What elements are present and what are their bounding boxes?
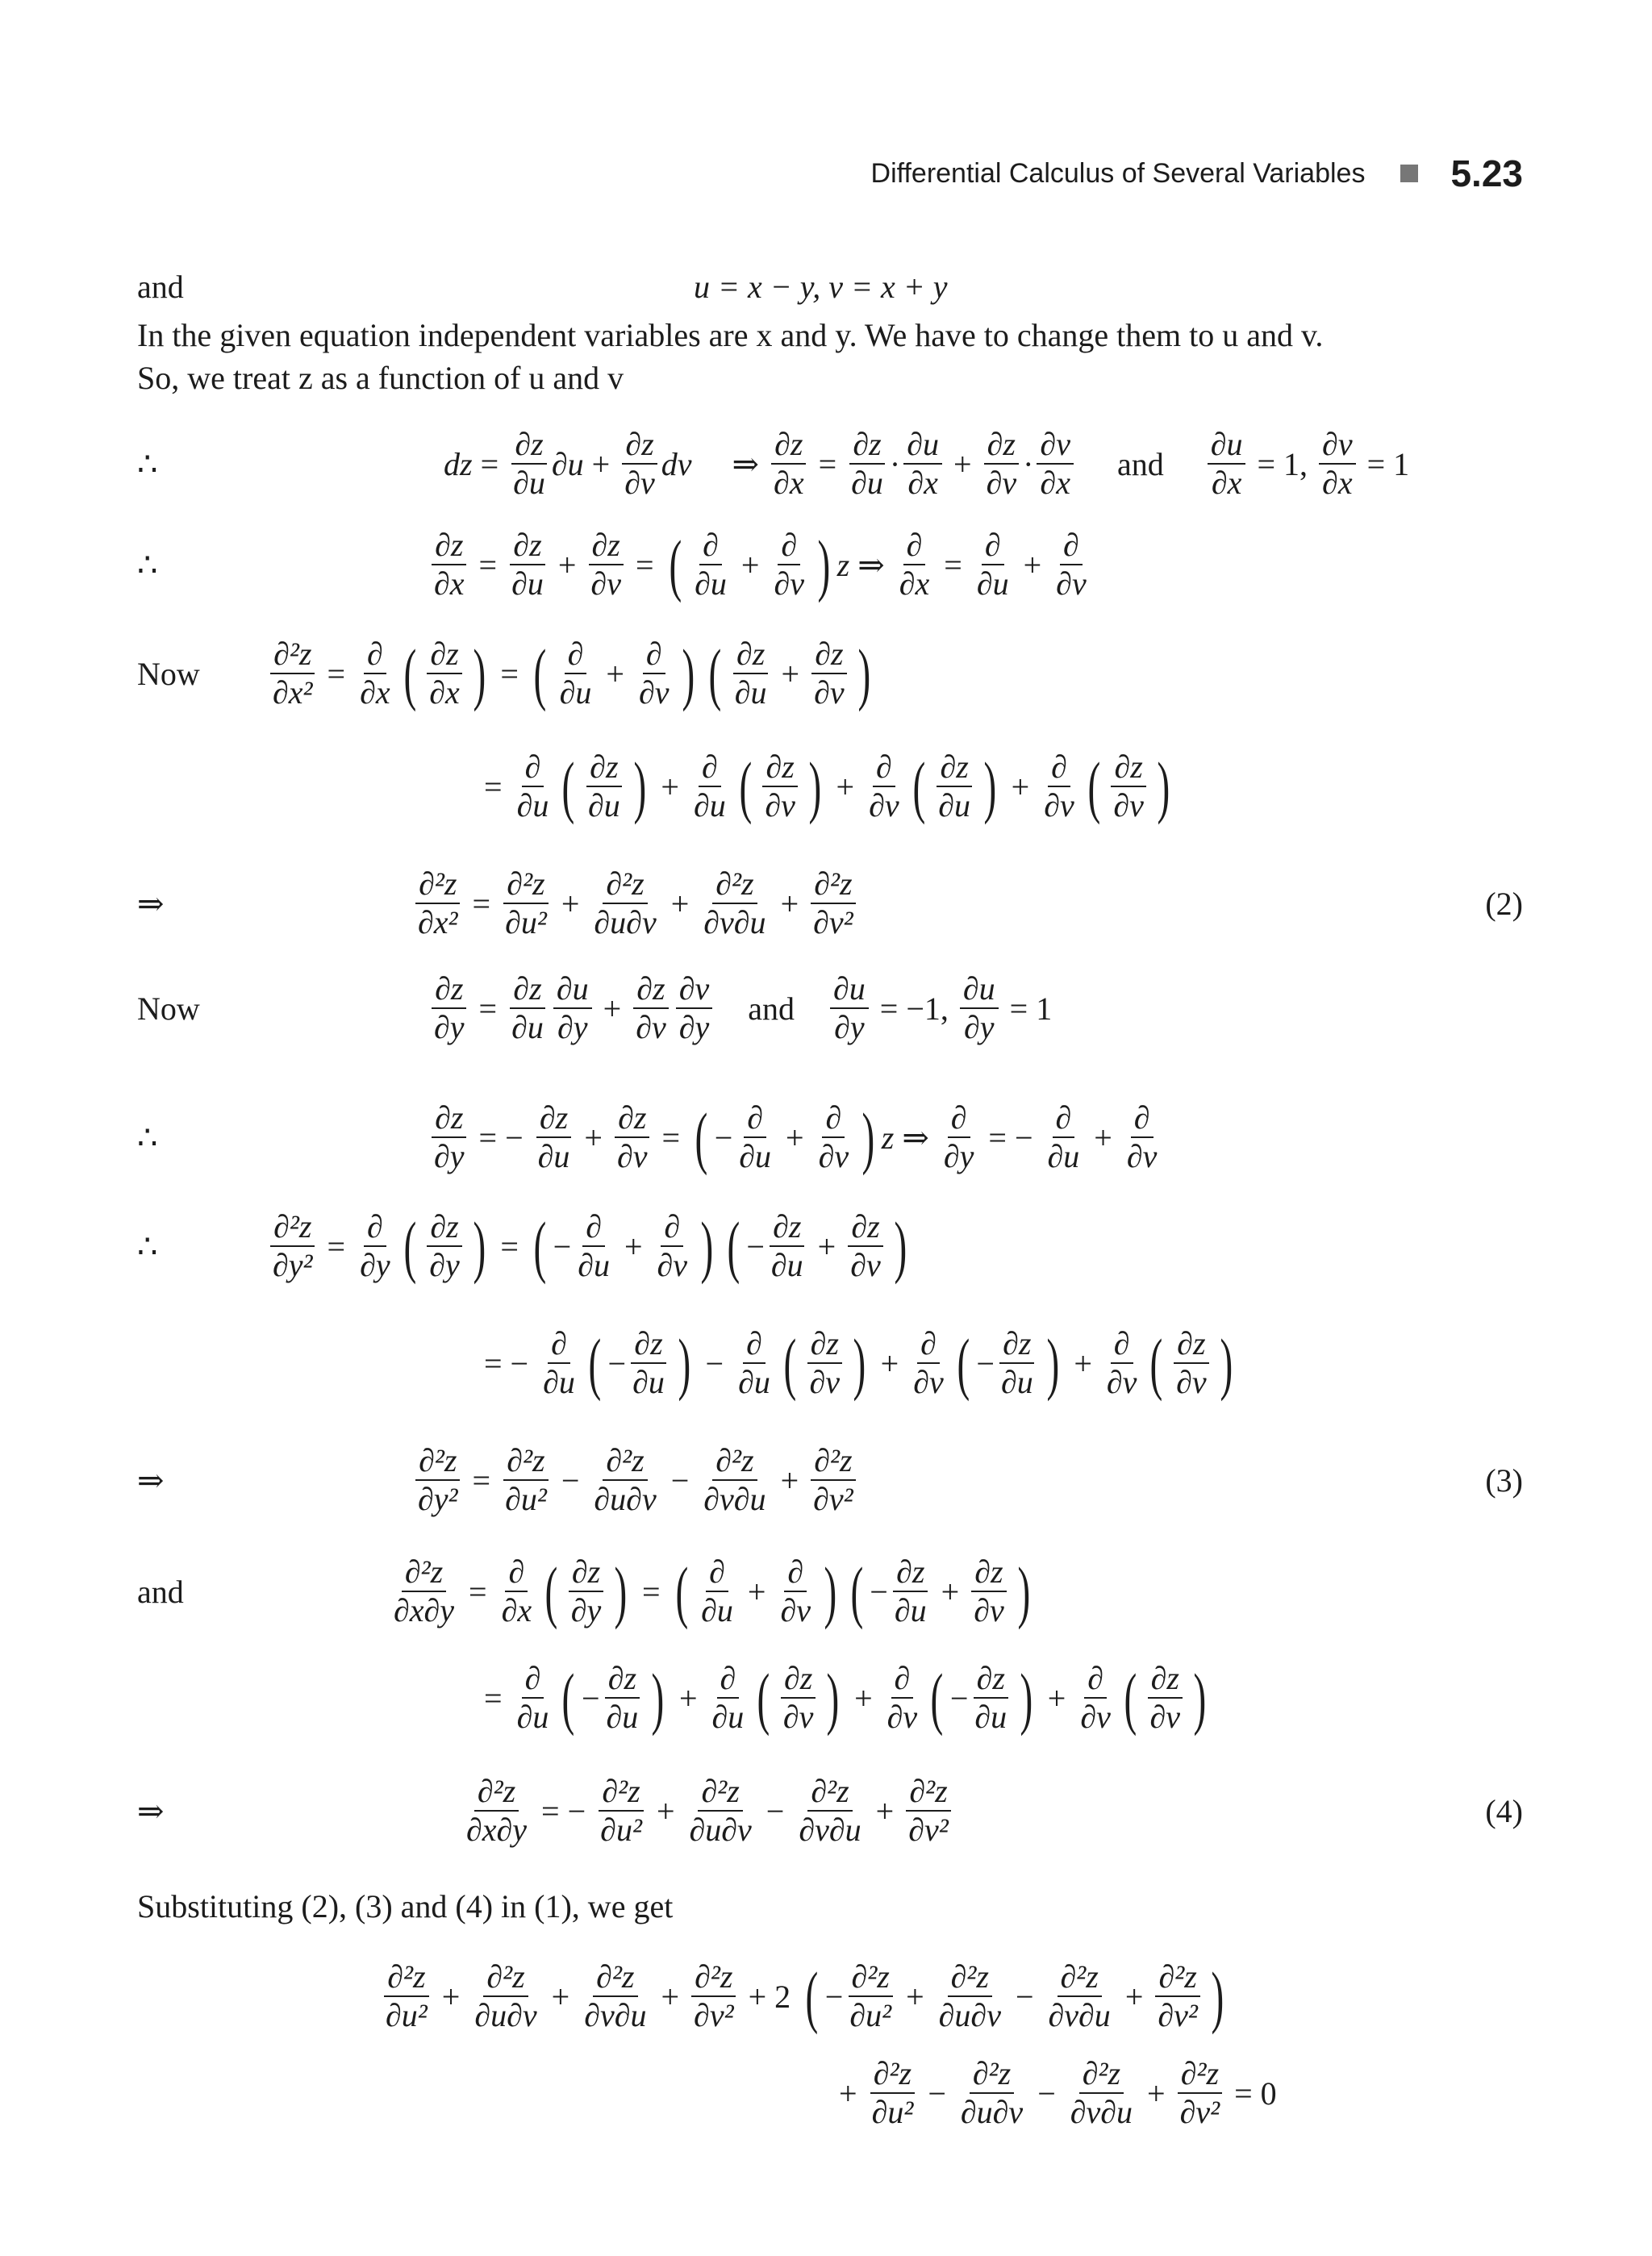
equation-d2z-dx2: [137, 629, 1523, 718]
and-word: and: [748, 990, 795, 1027]
expand-y-expression: = − ∂ ∂u ( − ∂z ∂u ) − ∂ ∂u ( ∂z ∂v ) + ∂ ∂v ( − ∂z ∂u ) + ∂ ∂v ( ∂z ∂v ): [484, 1324, 1233, 1402]
therefore-symbol: ∴: [137, 1228, 158, 1265]
eq3-expression: $\frac{\text{∂²z}}{\text{∂y²}}$ = $\frac{\text{∂²z}}{\text{∂u²}}$ − $\frac{\text{∂²z}}{\partial u\partial v}$ − $\frac{\text{∂²z}}{\partial v\partial u}$ + $\frac{\text{∂²z}}{\text{∂v²}}$: [411, 1442, 860, 1518]
equation-expand-x: [137, 742, 1523, 831]
dz-expression: dz = $\frac{\partial z}{\partial u}$ ∂u + $\frac{\partial z}{\partial v}$ dv ⇒ $\frac{\partial z}{\partial x}$ = $\frac{\partial z}{\partial u}$ · ∂u ∂x + $\frac{\partial z}{\partial v}$ · ∂v ∂x and $\frac{\partial u}{\partial x}$ = 1, $\frac{\partial v}{\partial x}$ = 1: [444, 426, 1410, 501]
equation-number: (4): [1485, 1792, 1523, 1829]
equation-expand-xy: [137, 1653, 1523, 1742]
square-bullet-icon: [1400, 165, 1418, 182]
paragraph-line-2: So, we treat z as a function of u and v: [137, 360, 624, 396]
equation-d2z-dxdy: [137, 1547, 1523, 1636]
equation-dz-dx: [137, 520, 1523, 609]
implies-symbol: ⇒: [137, 885, 165, 922]
therefore-symbol: ∴: [137, 546, 158, 583]
final-equation-line-2: [137, 2049, 1523, 2137]
substitution-sentence: Substituting (2), (3) and (4) in (1), we get: [137, 1888, 674, 1924]
implies-symbol: ⇒: [137, 1792, 165, 1829]
therefore-symbol: ∴: [137, 445, 158, 482]
implies-symbol: ⇒: [137, 1462, 165, 1499]
equation-dz: [137, 419, 1523, 508]
equation-number: (3): [1485, 1462, 1523, 1499]
equation-expand-y: [137, 1319, 1523, 1407]
equation-number: (2): [1485, 885, 1523, 922]
running-header: [871, 152, 1523, 195]
dz-dy-expression: $\frac{\partial z}{\partial y}$ = $\frac{\partial z}{\partial u}$ ∂u ∂y + $\frac{\partial z}{\partial v}$ ∂v ∂y and $\frac{\partial u}{\partial y}$ = −1, $\frac{\partial u}{\partial y}$ = 1: [428, 970, 1060, 1046]
final-equation-line-1: [137, 1952, 1523, 2041]
d2z-dy2-expression: $\frac{\text{∂²z}}{\text{∂y²}}$ = ∂ ∂y ( ∂z ∂y ) = ( − ∂ ∂u + ∂ ∂v ) ( − ∂z ∂u + $\frac{\partial z}{\partial v}$ ): [266, 1208, 913, 1284]
equation-dz-dy-2: [137, 1093, 1523, 1182]
chapter-title: Differential Calculus of Several Variables: [870, 157, 1366, 189]
dz-dy-2-expression: $\frac{\partial z}{\partial y}$ = − $\frac{\partial z}{\partial u}$ + $\frac{\partial z}{\partial v}$ = ( − ∂ ∂u + ∂ ∂v ) z ⇒ ∂ ∂y = − ∂ ∂u + ∂ ∂v: [428, 1099, 1163, 1175]
expand-xy-expression: = ∂ ∂u ( − ∂z ∂u ) + ∂ ∂u ( ∂z ∂v ) + ∂ ∂v ( − ∂z ∂u ) + ∂ ∂v ( ∂z ∂v ): [484, 1659, 1207, 1737]
therefore-symbol: ∴: [137, 1119, 158, 1156]
page-number: 5.23: [1450, 152, 1523, 194]
eq2-expression: $\frac{\text{∂²z}}{\text{∂x²}}$ = $\frac{\text{∂²z}}{\text{∂u²}}$ + $\frac{\text{∂²z}}{\partial u\partial v}$ + $\frac{\text{∂²z}}{\partial v\partial u}$ + $\frac{\text{∂²z}}{\text{∂v²}}$: [411, 865, 860, 941]
final-expression-1: ∂²z ∂u² + $\frac{\text{∂²z}}{\partial u\partial v}$ + $\frac{\text{∂²z}}{\partial v\partial u}$ + $\frac{\text{∂²z}}{\text{∂v²}}$ + 2 ( − ∂²z ∂u² + $\frac{\text{∂²z}}{\partial u\partial v}$ − $\frac{\text{∂²z}}{\partial v\partial u}$ + $\frac{\text{∂²z}}{\text{∂v²}}$ ): [386, 1958, 1224, 2035]
paragraph-line-1: In the given equation independent variables are x and y. We have to change them to u and v.: [137, 317, 1324, 353]
equation-4: [137, 1766, 1523, 1855]
line-label: and: [137, 268, 184, 305]
equation-d2z-dy2: [137, 1202, 1523, 1291]
and-label: and: [137, 1573, 184, 1610]
now-label: Now: [137, 990, 200, 1027]
d2z-dxdy-expression: $\frac{\text{∂²z}}{\partial x\partial y}$ = ∂ ∂x ( ∂z ∂y ) = ( ∂ ∂u + ∂ ∂v ) ( − ∂z ∂u + $\frac{\partial z}{\partial v}$ ): [394, 1553, 1030, 1630]
d2z-dx2-expression: $\frac{\text{∂²z}}{\text{∂x²}}$ = ∂ ∂x ( ∂z ∂x ) = ( ∂ ∂u + ∂ ∂v ) ( ∂z ∂u + $\frac{\partial z}{\partial v}$ ): [266, 636, 877, 711]
equation-dz-dy: [137, 964, 1523, 1053]
line-definitions: [137, 266, 1523, 306]
equation-2: [137, 859, 1523, 948]
expand-x-expression: = ∂ ∂u ( ∂z ∂u ) + ∂ ∂u ( ∂z ∂v ) + ∂ ∂v ( ∂z ∂u ) + ∂ ∂v ( ∂z ∂v ): [484, 748, 1170, 825]
dz-dx-expression: $\frac{\partial z}{\partial x}$ = $\frac{\partial z}{\partial u}$ + $\frac{\partial z}{\partial v}$ = ( ∂ ∂u + ∂ ∂v ) z ⇒ ∂ ∂x = ∂ ∂u + ∂ ∂v: [428, 527, 1093, 603]
now-label: Now: [137, 655, 200, 692]
equation-uv: u = x − y, v = x + y: [694, 268, 948, 305]
equation-3: [137, 1436, 1523, 1524]
eq4-expression: $\frac{\text{∂²z}}{\partial x\partial y}$ = − $\frac{\text{∂²z}}{\text{∂u²}}$ + $\frac{\text{∂²z}}{\partial u\partial v}$ − $\frac{\text{∂²z}}{\partial v\partial u}$ + $\frac{\text{∂²z}}{\text{∂v²}}$: [460, 1773, 955, 1849]
and-word: and: [1116, 445, 1164, 482]
final-expression-2: + $\frac{\text{∂²z}}{\text{∂u²}}$ − $\frac{\text{∂²z}}{\partial u\partial v}$ − $\frac{\text{∂²z}}{\partial v\partial u}$ + $\frac{\text{∂²z}}{\text{∂v²}}$ = 0: [839, 2055, 1277, 2130]
